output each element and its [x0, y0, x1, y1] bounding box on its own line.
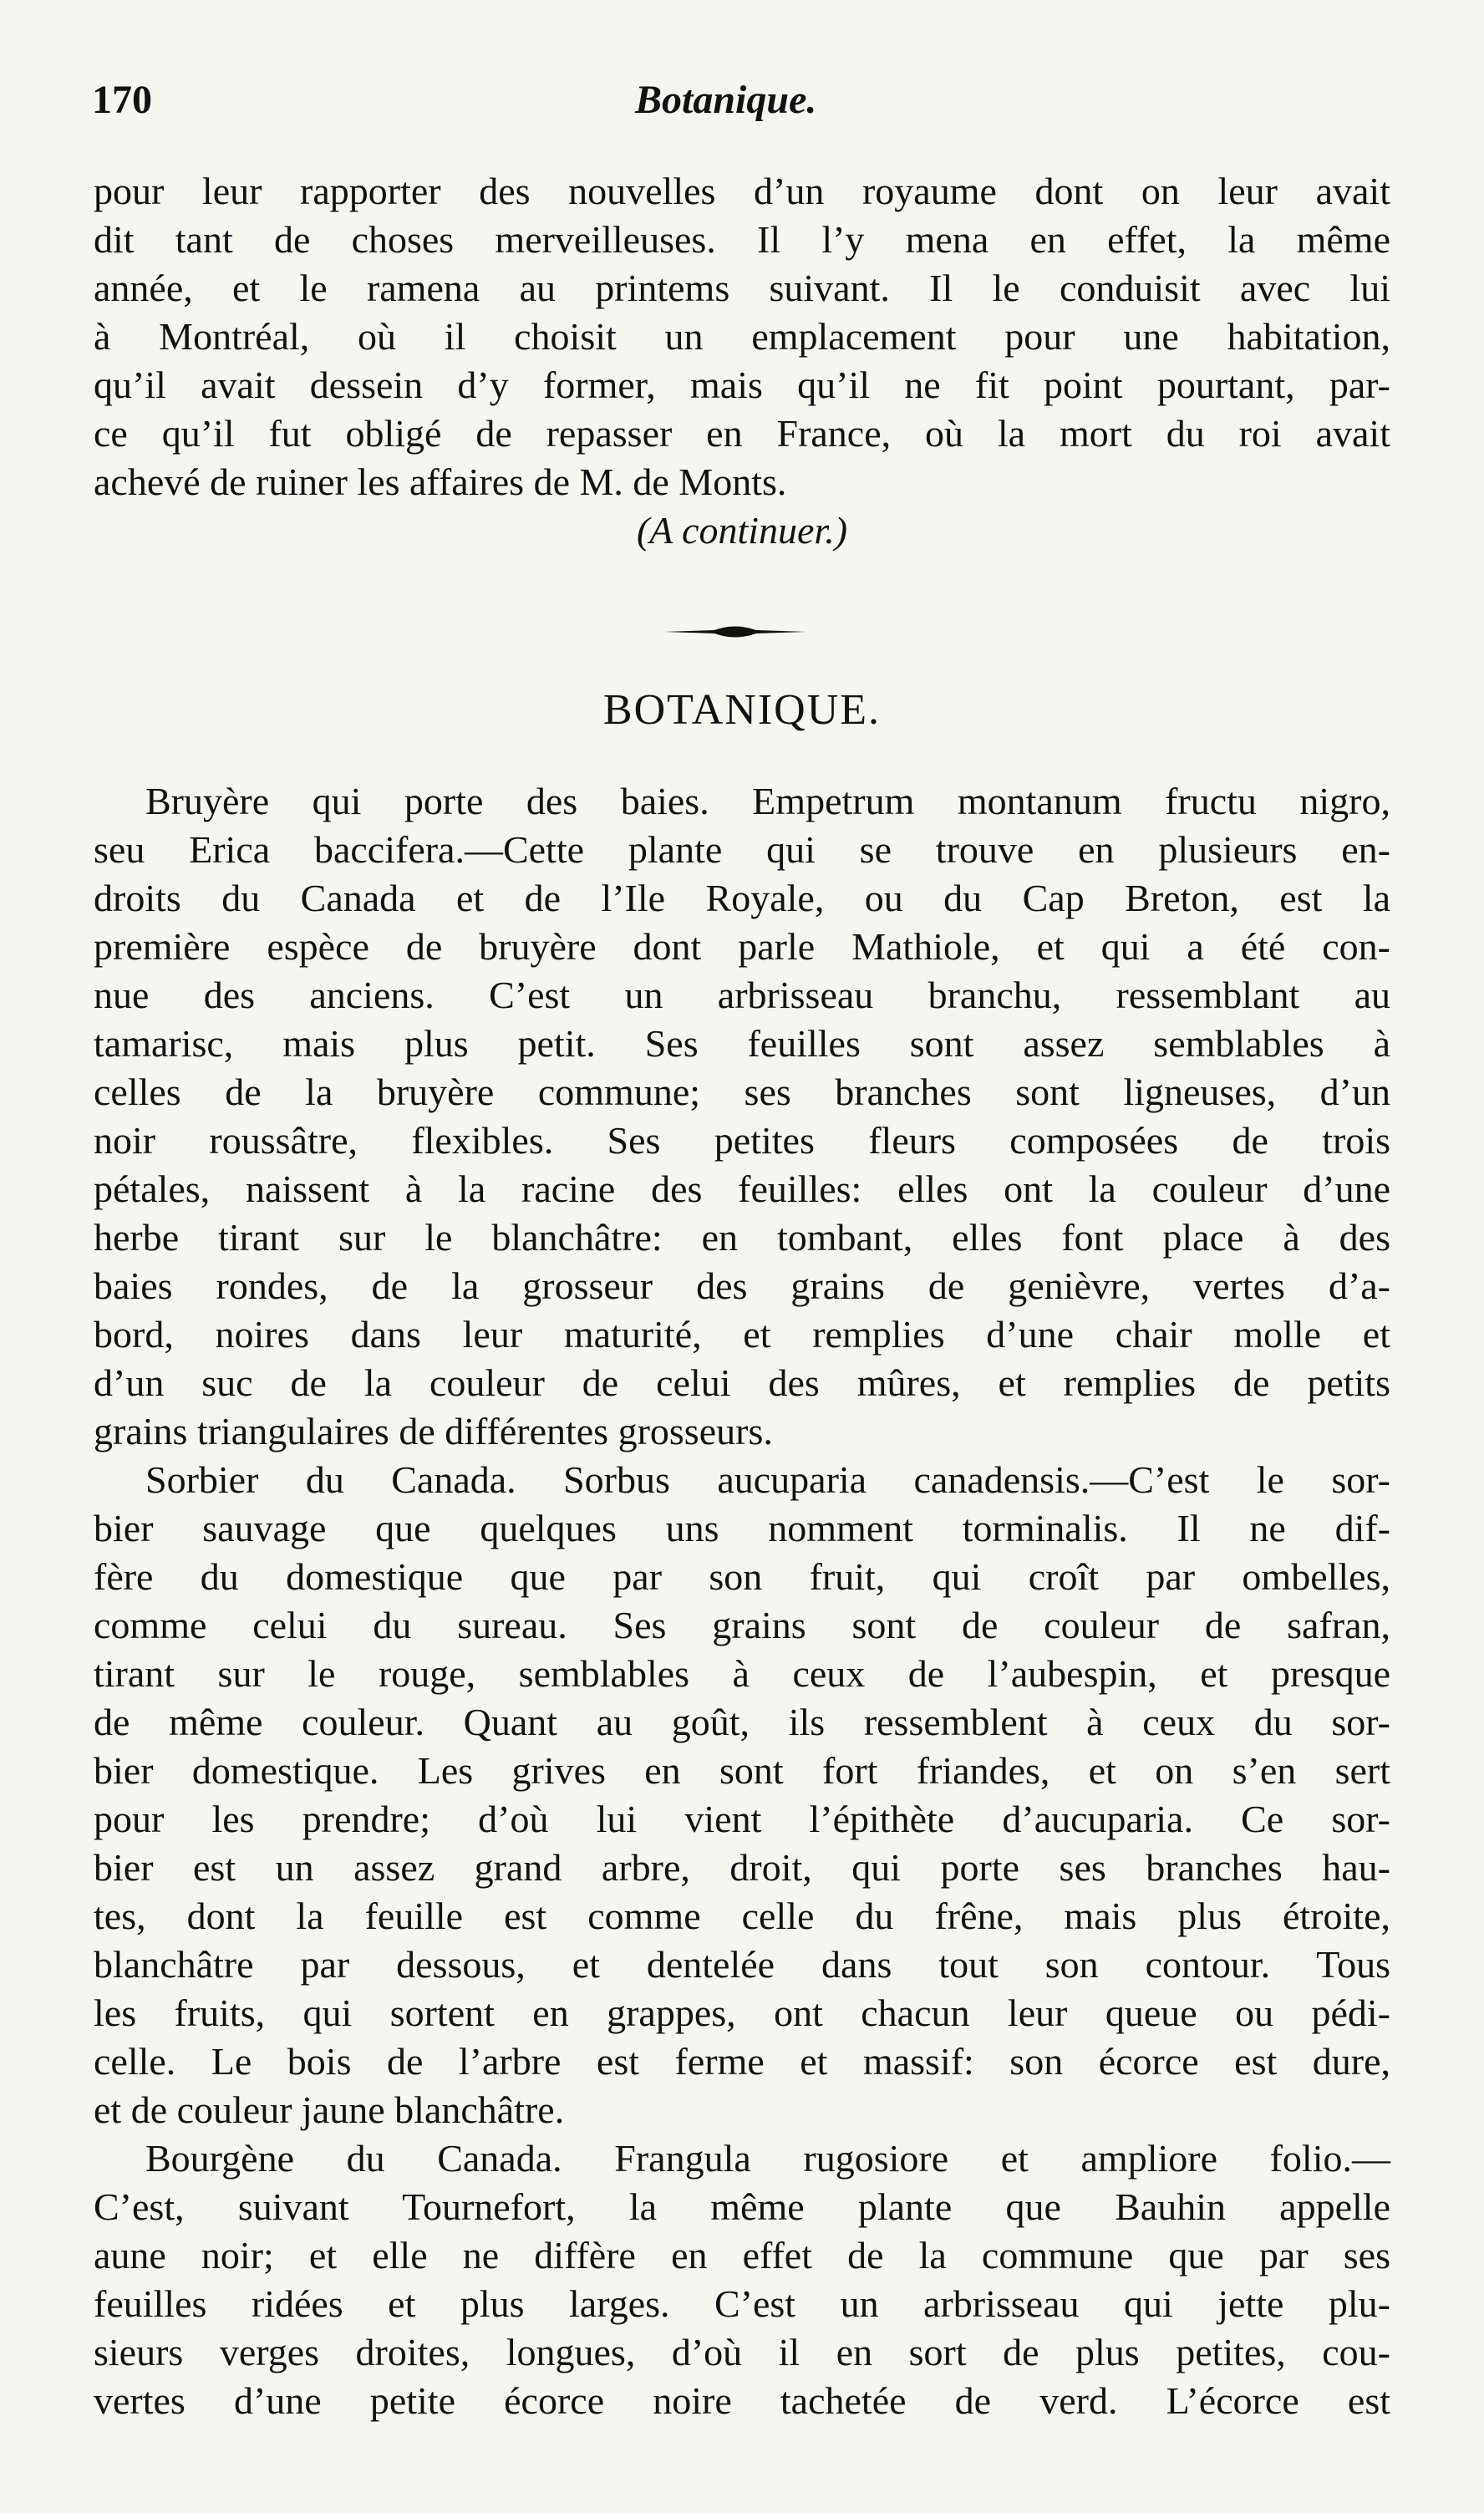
text-line: première espèce de bruyère dont parle Mathiole, et qui a été con- — [94, 925, 1390, 968]
text-line: C’est, suivant Tournefort, la même plante que Bauhin appelle — [94, 2185, 1390, 2228]
text-line: ce qu’il fut obligé de repasser en France, où la mort du roi avait — [94, 412, 1390, 455]
text-line: fère du domestique que par son fruit, qui croît par ombelles, — [94, 1555, 1390, 1598]
ornament-divider-icon — [664, 623, 806, 641]
continuation-note: (A continuer.) — [636, 509, 848, 552]
text-line: tamarisc, mais plus petit. Ses feuilles sont assez semblables à — [94, 1022, 1390, 1065]
text-line: Bruyère qui porte des baies. Empetrum montanum fructu nigro, — [145, 780, 1390, 822]
text-line: dit tant de choses merveilleuses. Il l’y mena en effet, la même — [94, 218, 1390, 261]
text-line: bier domestique. Les grives en sont fort friandes, et on s’en sert — [94, 1749, 1390, 1792]
text-line: tes, dont la feuille est comme celle du frêne, mais plus étroite, — [94, 1895, 1390, 1937]
text-line: seu Erica baccifera.—Cette plante qui se trouve en plusieurs en- — [94, 828, 1390, 871]
text-line: celle. Le bois de l’arbre est ferme et massif: son écorce est dure, — [94, 2040, 1390, 2083]
text-line: grains triangulaires de différentes grosseurs. — [94, 1410, 773, 1452]
section-heading: BOTANIQUE. — [602, 686, 882, 734]
text-line: achevé de ruiner les affaires de M. de Monts. — [94, 460, 787, 503]
text-line: tirant sur le rouge, semblables à ceux de l’aubespin, et presque — [94, 1652, 1390, 1695]
text-line: à Montréal, où il choisit un emplacement pour une habitation, — [94, 315, 1390, 358]
running-header — [92, 77, 1395, 127]
text-line: droits du Canada et de l’Ile Royale, ou du Cap Breton, est la — [94, 877, 1390, 919]
text-line: sieurs verges droites, longues, d’où il en sort de plus petites, cou- — [94, 2331, 1390, 2373]
text-line: feuilles ridées et plus larges. C’est un arbrisseau qui jette plu- — [94, 2282, 1390, 2325]
entry-bourgene — [94, 2134, 1390, 2425]
text-line: baies rondes, de la grosseur des grains de genièvre, vertes d’a- — [94, 1264, 1390, 1307]
text-line: de même couleur. Quant au goût, ils ressemblent à ceux du sor- — [94, 1701, 1390, 1743]
text-line: d’un suc de la couleur de celui des mûres, et remplies de petits — [94, 1361, 1390, 1404]
text-line: herbe tirant sur le blanchâtre: en tombant, elles font place à des — [94, 1216, 1390, 1259]
text-line: pétales, naissent à la racine des feuilles: elles ont la couleur d’une — [94, 1167, 1390, 1210]
text-line: comme celui du sureau. Ses grains sont de couleur de safran, — [94, 1604, 1390, 1646]
text-line: qu’il avait dessein d’y former, mais qu’il ne fit point pourtant, par- — [94, 364, 1390, 406]
text-line: pour les prendre; d’où lui vient l’épithète d’aucuparia. Ce sor- — [94, 1798, 1390, 1840]
running-title: Botanique. — [635, 78, 817, 122]
text-line: et de couleur jaune blanchâtre. — [94, 2088, 565, 2131]
text-line: année, et le ramena au printems suivant. Il le conduisit avec lui — [94, 267, 1390, 309]
text-line: bier est un assez grand arbre, droit, qui porte ses branches hau- — [94, 1846, 1390, 1889]
text-line: bord, noires dans leur maturité, et remplies d’une chair molle et — [94, 1313, 1390, 1356]
text-line: Sorbier du Canada. Sorbus aucuparia canadensis.—C’est le sor- — [145, 1458, 1390, 1501]
text-line: pour leur rapporter des nouvelles d’un royaume dont on leur avait — [94, 170, 1390, 212]
text-line: aune noir; et elle ne diffère en effet de la commune que par ses — [94, 2234, 1390, 2276]
text-line: blanchâtre par dessous, et dentelée dans tout son contour. Tous — [94, 1943, 1390, 1986]
text-line: les fruits, qui sortent en grappes, ont chacun leur queue ou pédi- — [94, 1992, 1390, 2034]
top-paragraph — [94, 167, 1390, 506]
text-line: bier sauvage que quelques uns nomment torminalis. Il ne dif- — [94, 1507, 1390, 1549]
text-line: nue des anciens. C’est un arbrisseau branchu, ressemblant au — [94, 974, 1390, 1016]
text-line: vertes d’une petite écorce noire tachetée de verd. L’écorce est — [94, 2379, 1390, 2422]
entry-bruyere — [94, 777, 1390, 1456]
text-line: noir roussâtre, flexibles. Ses petites fleurs composées de trois — [94, 1119, 1390, 1162]
page-number: 170 — [92, 78, 152, 122]
text-line: celles de la bruyère commune; ses branches sont ligneuses, d’un — [94, 1071, 1390, 1113]
entry-sorbier — [94, 1456, 1390, 2134]
text-line: Bourgène du Canada. Frangula rugosiore et ampliore folio.— — [145, 2137, 1390, 2180]
